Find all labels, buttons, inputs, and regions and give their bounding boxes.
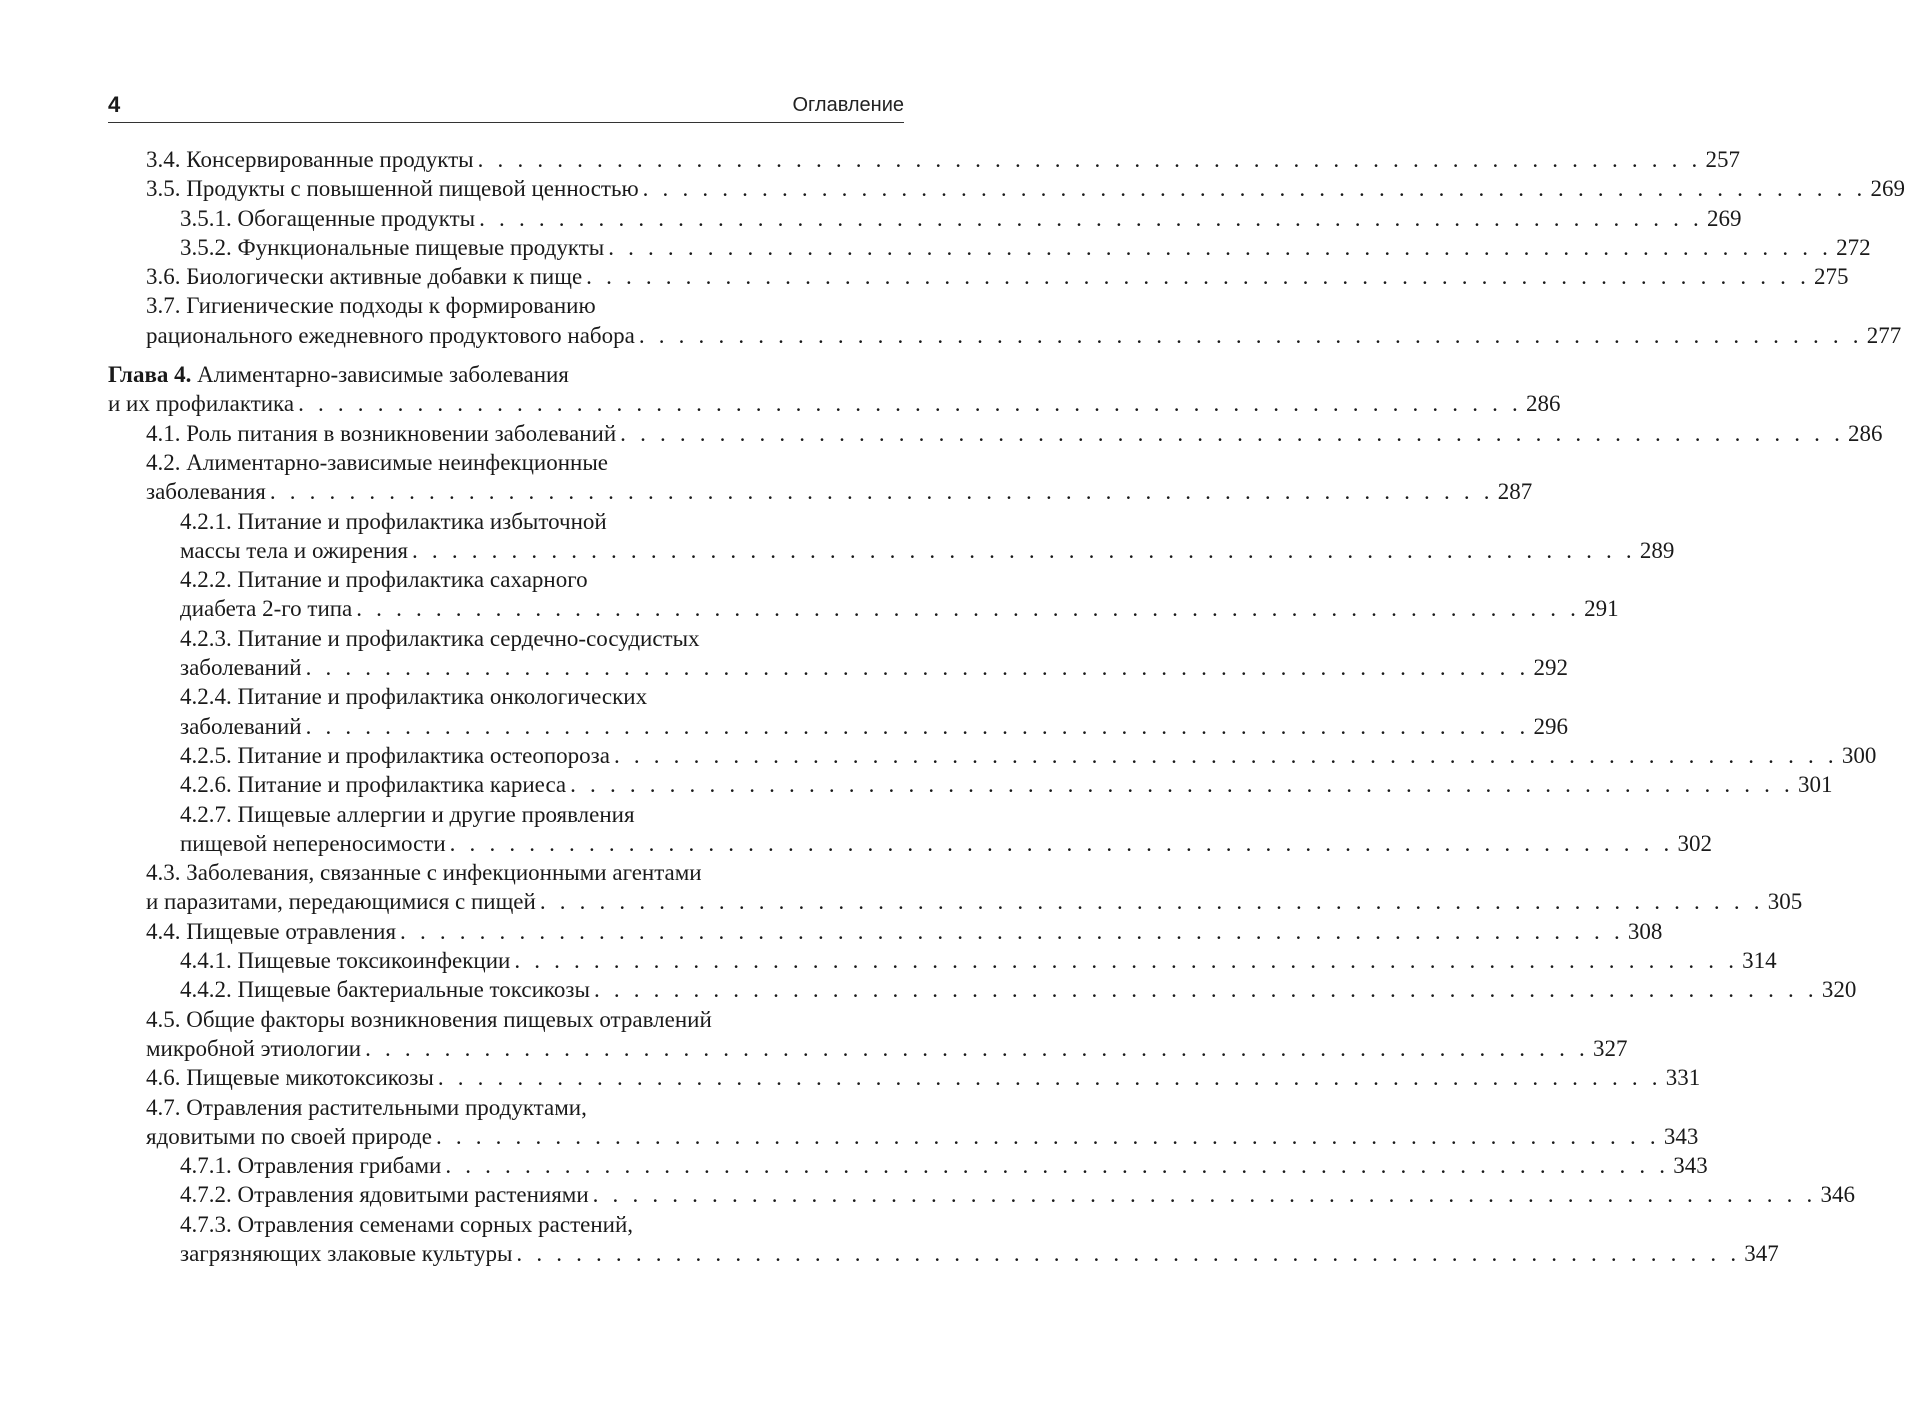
toc-page-number: 292 <box>1533 655 1568 681</box>
toc-entry <box>108 145 1740 174</box>
leader-dots: . . . . . . . . . . . . . . . . . . . . . . . . . . . . . . . . . . . . . . . . . . . . . . . . . . . . . . . . . . . . . . <box>477 147 1702 172</box>
leader-dots: . . . . . . . . . . . . . . . . . . . . . . . . . . . . . . . . . . . . . . . . . . . . . . . . . . . . . . . . . . . . . . <box>642 176 1867 202</box>
toc-entry <box>108 1151 1708 1180</box>
toc-entry-text: 4.2. Алиментарно-зависимые неинфекционные <box>146 449 608 475</box>
toc-entry-text: заболеваний <box>180 713 302 739</box>
toc-entry-text: 4.7.1. Отравления грибами <box>180 1153 442 1179</box>
toc-line <box>108 1063 1701 1092</box>
toc-entry-title <box>180 653 302 682</box>
toc-entry-title <box>146 321 635 350</box>
toc-page-number: 305 <box>1767 889 1803 915</box>
toc-entry-text: 4.2.5. Питание и профилактика остеопороза <box>180 742 610 768</box>
toc-line <box>108 204 1742 233</box>
leader-dots: . . . . . . . . . . . . . . . . . . . . . . . . . . . . . . . . . . . . . . . . . . . . . . . . . . . . . . . . . . . . . . <box>365 1035 1589 1061</box>
toc-entry-text: рационального ежедневного продуктового набора <box>146 322 635 348</box>
toc-page-number: 302 <box>1677 830 1712 856</box>
toc-page-number: 275 <box>1814 264 1849 290</box>
toc-line <box>108 829 1712 858</box>
toc-entry-title <box>146 1034 361 1063</box>
toc-entry-title <box>180 233 604 262</box>
toc-entry-title <box>180 770 566 799</box>
leader-dots: . . . . . . . . . . . . . . . . . . . . . . . . . . . . . . . . . . . . . . . . . . . . . . . . . . . . . . . . . . . . . . <box>638 322 1863 348</box>
toc-entry-title <box>146 1093 587 1122</box>
toc-entry <box>108 291 1902 350</box>
toc-entry-text: 4.1. Роль питания в возникновении заболеваний <box>146 420 617 446</box>
toc-entry <box>108 565 1619 624</box>
leader-dots: . . . . . . . . . . . . . . . . . . . . . . . . . . . . . . . . . . . . . . . . . . . . . . . . . . . . . . . . . . . . . . <box>437 1065 1662 1091</box>
leader-dots: . . . . . . . . . . . . . . . . . . . . . . . . . . . . . . . . . . . . . . . . . . . . . . . . . . . . . . . . . . . . . . <box>305 713 1530 739</box>
toc-entry-text: 4.7.2. Отравления ядовитыми растениями <box>180 1182 589 1208</box>
toc-line <box>108 1210 904 1239</box>
toc-entry-title <box>180 741 610 770</box>
toc-entry-title <box>180 1180 589 1209</box>
toc-page-number: 300 <box>1841 742 1877 768</box>
toc-line <box>108 389 1561 418</box>
toc-line <box>108 770 1833 799</box>
toc-line <box>108 975 1857 1004</box>
toc-entry-title <box>146 174 639 203</box>
toc-line <box>108 1122 1699 1151</box>
toc-entry-title <box>180 536 408 565</box>
toc-entry-text: массы тела и ожирения <box>180 537 409 563</box>
toc-entry-title <box>146 477 266 506</box>
toc-line <box>108 233 1871 262</box>
toc-page-number: 286 <box>1848 420 1883 446</box>
toc-line <box>108 291 904 320</box>
toc-entry-text: 4.7. Отравления растительными продуктами, <box>146 1094 587 1120</box>
toc-entry-title <box>146 145 474 174</box>
toc-page-number: 343 <box>1673 1153 1708 1179</box>
leader-dots: . . . . . . . . . . . . . . . . . . . . . . . . . . . . . . . . . . . . . . . . . . . . . . . . . . . . . . . . . . . . . . <box>435 1123 1660 1149</box>
toc-page-number: 272 <box>1836 234 1871 260</box>
toc-line <box>108 1151 1708 1180</box>
toc-entry-title <box>108 360 569 389</box>
toc-entry-text: 4.2.6. Питание и профилактика кариеса <box>180 772 567 798</box>
leader-dots: . . . . . . . . . . . . . . . . . . . . . . . . . . . . . . . . . . . . . . . . . . . . . . . . . . . . . . . . . . . . . . <box>514 948 1739 974</box>
toc-entry <box>108 741 1877 770</box>
table-of-contents <box>108 145 1905 1268</box>
toc-entry-text: 3.4. Консервированные продукты <box>146 147 474 172</box>
toc-line <box>108 741 1877 770</box>
toc-entry <box>108 946 1777 975</box>
toc-page-number: 301 <box>1798 772 1833 798</box>
toc-entry-title <box>180 624 700 653</box>
toc-entry-title <box>146 262 582 291</box>
chapter-label: Глава 4. <box>108 362 192 388</box>
toc-entry-title <box>146 887 536 916</box>
toc-entry-text: заболеваний <box>180 655 302 681</box>
toc-line <box>108 536 1675 565</box>
toc-entry <box>108 770 1833 799</box>
toc-entry-title <box>146 858 702 887</box>
toc-entry <box>108 1180 1856 1209</box>
toc-entry-title <box>180 800 635 829</box>
toc-entry-text: и паразитами, передающимися с пищей <box>146 889 536 915</box>
toc-entry-text: 4.2.2. Питание и профилактика сахарного <box>180 567 588 593</box>
toc-entry-title <box>180 565 588 594</box>
toc-entry-title <box>180 712 302 741</box>
toc-page-number: 269 <box>1870 176 1905 202</box>
toc-entry-text: 3.7. Гигиенические подходы к формированию <box>146 293 596 319</box>
toc-entry-title <box>146 1063 434 1092</box>
chapter-spacer <box>108 350 904 360</box>
leader-dots: . . . . . . . . . . . . . . . . . . . . . . . . . . . . . . . . . . . . . . . . . . . . . . . . . . . . . . . . . . . . . . <box>586 264 1811 290</box>
toc-chapter-entry <box>108 360 1561 419</box>
leader-dots: . . . . . . . . . . . . . . . . . . . . . . . . . . . . . . . . . . . . . . . . . . . . . . . . . . . . . . . . . . . . . . <box>356 596 1581 622</box>
toc-page-number: 308 <box>1627 918 1663 944</box>
toc-entry <box>108 624 1568 683</box>
leader-dots: . . . . . . . . . . . . . . . . . . . . . . . . . . . . . . . . . . . . . . . . . . . . . . . . . . . . . . . . . . . . . . <box>539 889 1764 915</box>
toc-entry-title <box>146 291 596 320</box>
toc-entry-title <box>180 1151 441 1180</box>
toc-line <box>108 145 1740 174</box>
toc-line <box>108 1005 904 1034</box>
toc-line <box>108 800 904 829</box>
toc-entry <box>108 419 1883 448</box>
toc-page-number: 331 <box>1665 1065 1701 1091</box>
toc-entry <box>108 448 1533 507</box>
toc-entry-text: 3.5.2. Функциональные пищевые продукты <box>180 234 605 260</box>
toc-entry-title <box>180 682 647 711</box>
toc-entry-title <box>146 917 396 946</box>
leader-dots: . . . . . . . . . . . . . . . . . . . . . . . . . . . . . . . . . . . . . . . . . . . . . . . . . . . . . . . . . . . . . . <box>298 391 1522 417</box>
toc-line <box>108 917 1663 946</box>
toc-entry-text: пищевой непереносимости <box>180 830 446 856</box>
toc-line <box>108 419 1883 448</box>
toc-line <box>108 174 1905 203</box>
toc-page-number: 291 <box>1584 596 1619 622</box>
leader-dots: . . . . . . . . . . . . . . . . . . . . . . . . . . . . . . . . . . . . . . . . . . . . . . . . . . . . . . . . . . . . . . <box>608 234 1833 260</box>
leader-dots: . . . . . . . . . . . . . . . . . . . . . . . . . . . . . . . . . . . . . . . . . . . . . . . . . . . . . . . . . . . . . . <box>400 918 1624 944</box>
toc-line <box>108 1180 1856 1209</box>
leader-dots: . . . . . . . . . . . . . . . . . . . . . . . . . . . . . . . . . . . . . . . . . . . . . . . . . . . . . . . . . . . . . . <box>479 205 1703 231</box>
toc-entry-title <box>108 389 294 418</box>
toc-entry <box>108 975 1857 1004</box>
toc-line <box>108 653 1568 682</box>
toc-line <box>108 887 1803 916</box>
toc-entry <box>108 682 1568 741</box>
toc-entry-title <box>180 507 607 536</box>
toc-page-number: 314 <box>1742 948 1777 974</box>
toc-line <box>108 594 1619 623</box>
leader-dots: . . . . . . . . . . . . . . . . . . . . . . . . . . . . . . . . . . . . . . . . . . . . . . . . . . . . . . . . . . . . . . <box>516 1240 1741 1266</box>
toc-page-number: 286 <box>1525 391 1561 417</box>
toc-entry <box>108 204 1742 233</box>
toc-entry-title <box>180 829 446 858</box>
toc-entry-text: Алиментарно-зависимые заболевания <box>191 362 569 388</box>
leader-dots: . . . . . . . . . . . . . . . . . . . . . . . . . . . . . . . . . . . . . . . . . . . . . . . . . . . . . . . . . . . . . . <box>613 742 1838 768</box>
toc-line <box>108 712 1568 741</box>
toc-page-number: 257 <box>1705 147 1740 172</box>
toc-entry-text: 4.2.1. Питание и профилактика избыточной <box>180 508 607 534</box>
toc-page-number: 269 <box>1707 205 1742 231</box>
toc-entry-title <box>146 448 608 477</box>
header-rule <box>108 122 904 123</box>
toc-entry-text: 4.5. Общие факторы возникновения пищевых отравлений <box>146 1006 712 1032</box>
toc-line <box>108 448 904 477</box>
toc-entry-text: 4.4. Пищевые отравления <box>146 918 397 944</box>
toc-entry <box>108 507 1675 566</box>
running-title: Оглавление <box>792 94 904 116</box>
toc-entry-text: ядовитыми по своей природе <box>146 1123 432 1149</box>
toc-entry <box>108 917 1663 946</box>
toc-line <box>108 1093 904 1122</box>
toc-entry-title <box>180 946 510 975</box>
toc-entry <box>108 858 1803 917</box>
toc-line <box>108 624 904 653</box>
toc-entry-text: 3.5. Продукты с повышенной пищевой ценностью <box>146 176 639 202</box>
leader-dots: . . . . . . . . . . . . . . . . . . . . . . . . . . . . . . . . . . . . . . . . . . . . . . . . . . . . . . . . . . . . . . <box>593 977 1818 1003</box>
toc-page-number: 343 <box>1663 1123 1699 1149</box>
toc-entry <box>108 800 1712 859</box>
leader-dots: . . . . . . . . . . . . . . . . . . . . . . . . . . . . . . . . . . . . . . . . . . . . . . . . . . . . . . . . . . . . . . <box>269 479 1494 505</box>
toc-entry-text: заболевания <box>146 479 266 505</box>
leader-dots: . . . . . . . . . . . . . . . . . . . . . . . . . . . . . . . . . . . . . . . . . . . . . . . . . . . . . . . . . . . . . . <box>592 1182 1817 1208</box>
toc-page-number: 289 <box>1639 537 1675 563</box>
toc-entry-text: 4.7.3. Отравления семенами сорных растений, <box>180 1211 634 1237</box>
toc-page-number: 277 <box>1866 322 1902 348</box>
toc-entry-text: 4.4.2. Пищевые бактериальные токсикозы <box>180 977 590 1003</box>
toc-entry-text: 4.2.7. Пищевые аллергии и другие проявления <box>180 801 635 827</box>
toc-entry-text: микробной этиологии <box>146 1035 362 1061</box>
leader-dots: . . . . . . . . . . . . . . . . . . . . . . . . . . . . . . . . . . . . . . . . . . . . . . . . . . . . . . . . . . . . . . <box>620 420 1845 446</box>
toc-entry-title <box>146 1122 432 1151</box>
page-number: 4 <box>108 92 121 117</box>
toc-line <box>108 507 904 536</box>
toc-line <box>108 477 1533 506</box>
toc-entry-title <box>180 975 590 1004</box>
toc-entry-text: 4.6. Пищевые микотоксикозы <box>146 1065 434 1091</box>
toc-line <box>108 858 904 887</box>
toc-entry <box>108 262 1849 291</box>
toc-entry-title <box>180 1239 512 1268</box>
toc-line <box>108 360 904 389</box>
toc-entry-title <box>146 419 616 448</box>
toc-line <box>108 565 904 594</box>
toc-entry-text: 4.2.3. Питание и профилактика сердечно-сосудистых <box>180 625 700 651</box>
toc-entry <box>108 174 1905 203</box>
leader-dots: . . . . . . . . . . . . . . . . . . . . . . . . . . . . . . . . . . . . . . . . . . . . . . . . . . . . . . . . . . . . . . <box>570 772 1794 798</box>
leader-dots: . . . . . . . . . . . . . . . . . . . . . . . . . . . . . . . . . . . . . . . . . . . . . . . . . . . . . . . . . . . . . . <box>412 537 1636 563</box>
toc-line <box>108 262 1849 291</box>
toc-entry-text: 4.2.4. Питание и профилактика онкологических <box>180 684 648 710</box>
toc-page-number: 320 <box>1821 977 1857 1003</box>
toc-page-number: 287 <box>1497 479 1533 505</box>
toc-entry <box>108 1005 1628 1064</box>
toc-entry-text: 4.4.1. Пищевые токсикоинфекции <box>180 948 511 974</box>
toc-entry-text: 4.3. Заболевания, связанные с инфекционными агентами <box>146 860 702 886</box>
toc-line <box>108 1239 1779 1268</box>
toc-entry <box>108 1093 1699 1152</box>
toc-entry-text: и их профилактика <box>108 391 295 417</box>
toc-entry-title <box>180 1210 633 1239</box>
toc-line <box>108 946 1777 975</box>
toc-entry <box>108 1063 1701 1092</box>
toc-entry-text: загрязняющих злаковые культуры <box>180 1240 513 1266</box>
leader-dots: . . . . . . . . . . . . . . . . . . . . . . . . . . . . . . . . . . . . . . . . . . . . . . . . . . . . . . . . . . . . . . <box>449 830 1674 856</box>
toc-line <box>108 321 1902 350</box>
toc-entry-text: диабета 2-го типа <box>180 596 353 622</box>
toc-page-number: 346 <box>1820 1182 1856 1208</box>
toc-page-number: 347 <box>1744 1240 1779 1266</box>
page-header <box>108 88 904 124</box>
toc-entry-title <box>180 204 475 233</box>
toc-entry <box>108 1210 1779 1269</box>
toc-entry-title <box>180 594 352 623</box>
toc-line <box>108 1034 1628 1063</box>
toc-entry-title <box>146 1005 712 1034</box>
toc-line <box>108 682 904 711</box>
leader-dots: . . . . . . . . . . . . . . . . . . . . . . . . . . . . . . . . . . . . . . . . . . . . . . . . . . . . . . . . . . . . . . <box>305 655 1530 681</box>
toc-page-number: 327 <box>1592 1035 1628 1061</box>
toc-page-number: 296 <box>1533 713 1568 739</box>
toc-entry-text: 3.5.1. Обогащенные продукты <box>180 205 476 231</box>
toc-entry-text: 3.6. Биологически активные добавки к пище <box>146 264 583 290</box>
leader-dots: . . . . . . . . . . . . . . . . . . . . . . . . . . . . . . . . . . . . . . . . . . . . . . . . . . . . . . . . . . . . . . <box>445 1153 1670 1179</box>
toc-entry <box>108 233 1871 262</box>
